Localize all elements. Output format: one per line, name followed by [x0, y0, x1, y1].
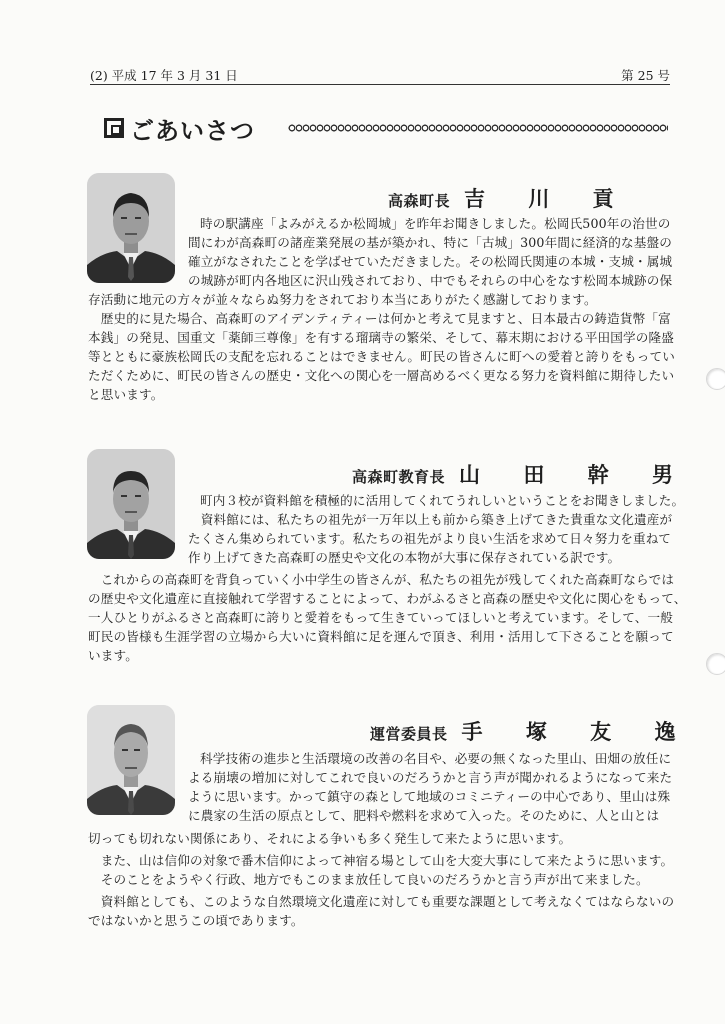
text-line: ただくために、町民の皆さんの歴史・文化への関心を一層高めるべく更なる努力を資料館に期待したい	[88, 368, 675, 383]
text-line: 等とともに豪族松岡氏の支配を忘れることはできません。町民の皆さんに町への愛着と誇りをもってい	[88, 349, 675, 364]
text-line: に農家の生活の原点として、肥料や燃料を求めて入った。そのために、人と山とは	[188, 808, 660, 823]
text-line: 資料館としても、このような自然環境文化遺産に対しても重要な課題として考えなくてはならないの	[88, 894, 675, 909]
mayor-role: 高森町長	[388, 192, 451, 210]
text-line: 歴史的に見た場合、高森町のアイデンティティーは何かと考えて見ますと、日本最古の鋳造貨幣「富	[88, 311, 671, 326]
issue-date: (2) 平成 17 年 3 月 31 日	[90, 68, 238, 83]
punch-hole	[706, 368, 725, 390]
text-line: 存活動に地元の方々が並々ならぬ努力をされており本当にありがたく感謝しております。	[88, 292, 597, 307]
portrait-photo-committee-chair	[87, 705, 175, 815]
text-line: 一人ひとりがふるさと高森町に誇りと愛着をもって生きていってほしいと考えています。そして、一般	[88, 610, 673, 625]
text-line: 町民の皆様も生涯学習の立場から大いに資料館に足を運んで頂き、利用・活用して下さることを願って	[88, 629, 674, 644]
section-title-text: ごあいさつ	[130, 116, 255, 145]
text-line: と思います。	[88, 387, 164, 402]
mayor-name: 吉 川 貢	[464, 187, 632, 211]
text-line: これからの高森町を背負っていく小中学生の皆さんが、私たちの祖先が残してくれた高森町ならでは	[88, 572, 675, 587]
chain-ornament	[288, 124, 668, 132]
issue-number: 第 25 号	[621, 68, 670, 83]
text-line: たくさん集められています。私たちの祖先がより良い生活を求めて日々努力を重ねて	[188, 531, 671, 546]
text-line: の歴史や文化遺産に直接触れて学習することによって、わがふるさと高森の歴史や文化に関心をもって、	[88, 591, 687, 606]
portrait-photo-mayor	[87, 173, 175, 283]
text-line: 資料館には、私たちの祖先が一万年以上も前から築き上げてきた貴重な文化遺産が	[188, 512, 673, 527]
section-title	[104, 112, 255, 144]
text-line: よる崩壊の増加に対してこれで良いのだろうかと言う声が聞かれるようになって来た	[188, 770, 673, 785]
text-line: 作り上げてきた高森町の歴史や文化の本物が大事に保存されている訳です。	[188, 550, 621, 565]
superintendent-name: 山 田 幹 男	[459, 463, 691, 487]
text-line: 間にわが高森町の諸産業発展の基が築かれ、特に「古城」300年間に経済的な基盤の	[188, 235, 673, 250]
mayor-name-line	[388, 183, 632, 213]
header-rule	[90, 84, 670, 85]
committee-chair-name: 手 塚 友 逸	[461, 720, 694, 744]
text-line: 切っても切れない関係にあり、それによる争いも多く発生して来たように思います。	[88, 831, 572, 846]
text-line: 本銭」の発見、国重文「薬師三尊像」を有する瑠璃寺の繁栄、そして、幕末期における平田国学の隆盛	[88, 330, 674, 345]
punch-hole	[706, 653, 725, 675]
text-line: そのことをようやく行政、地方でもこのまま放任して良いのだろうかと言う声が出て来ました。	[88, 872, 649, 887]
square-bullet-icon	[104, 118, 124, 138]
text-line: 町内３校が資料館を積極的に活用してくれてうれしいということをお聞きしました。	[200, 493, 685, 508]
text-line: の城跡が町内各地区に沢山残されており、中でもそれらの中心をなす松岡本城跡の保	[188, 273, 673, 288]
superintendent-role: 高森町教育長	[352, 468, 446, 486]
text-line: 確立がなされたことを学ばせていただきました。その松岡氏関連の本城・支城・属城	[188, 254, 673, 269]
text-line: ように思います。かって鎮守の森として地域のコミニティーの中心であり、里山は殊	[188, 789, 671, 804]
text-line: 科学技術の進歩と生活環境の改善の名目や、必要の無くなった里山、田畑の放任に	[200, 751, 672, 766]
text-line: います。	[88, 648, 138, 663]
committee-chair-name-line	[370, 716, 693, 746]
text-line: ではないかと思うこの頃であります。	[88, 913, 304, 928]
text-line: 時の駅講座「よみがえるか松岡城」を昨年お聞きしました。松岡氏500年の治世の	[200, 216, 671, 231]
committee-chair-role: 運営委員長	[370, 725, 448, 743]
text-line: また、山は信仰の対象で番木信仰によって神宿る場として山を大変大事にして来たように思います。	[88, 853, 674, 868]
superintendent-name-line	[352, 459, 691, 489]
portrait-photo-superintendent	[87, 449, 175, 559]
page-header	[90, 64, 670, 86]
